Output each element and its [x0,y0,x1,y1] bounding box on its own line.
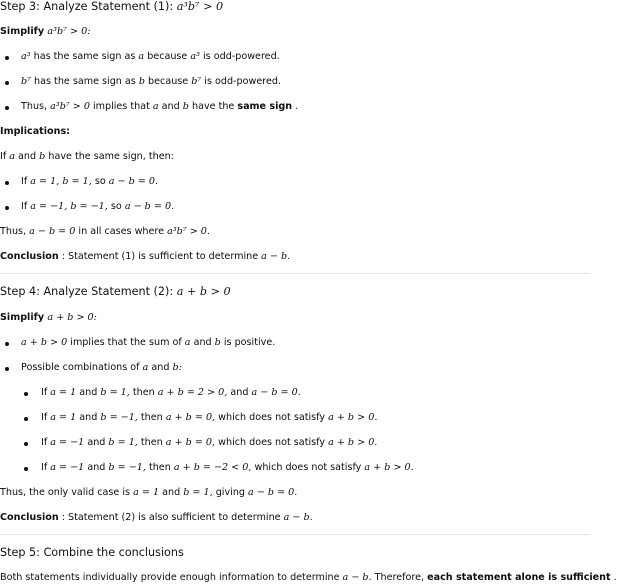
math: b⁷ [191,76,202,87]
bullet [24,467,28,471]
text: Thus, [21,101,51,112]
step5-heading: Step 5: Combine the conclusions [0,546,184,559]
text: then [129,387,158,398]
simplify-math: a + b > 0: [47,312,97,323]
text: and [76,387,101,398]
text: then [145,462,174,473]
step4-title: Step 4: Analyze Statement (2): [0,285,177,298]
math: a − b = 0. [248,487,298,498]
math: a³b⁷ > 0. [167,226,210,237]
text: and [148,362,173,373]
text: and [15,151,40,162]
math: a + b = 2 > 0, [157,387,228,398]
text: then [137,437,166,448]
text: If [41,437,51,448]
text: Possible combinations of [21,362,143,373]
text: have the same sign, then: [45,151,174,162]
text: Thus, [0,226,30,237]
math: a = 1 [133,487,160,498]
text: . [610,572,617,583]
math: a = 1 [50,387,77,398]
step3-if-line [0,150,174,164]
simplify-label: Simplify [0,312,48,323]
step3-title-math: a³b⁷ > 0 [176,0,224,13]
math: a = 1 [50,412,77,423]
math: a³b⁷ > 0 [50,101,90,112]
math: b = 1, [100,387,130,398]
math: b⁷ [21,76,31,87]
text: so [107,201,125,212]
math: a + b > 0. [328,412,378,423]
math: b = −1, [100,412,138,423]
math: a [184,337,191,348]
text: because [144,51,191,62]
math: a + b = 0, [165,412,216,423]
bullet [5,206,9,210]
text: If [41,462,51,473]
bullet [24,442,28,446]
math: b [214,337,221,348]
bold-text: same sign [237,101,293,112]
simplify-math: a³b⁷ > 0: [47,26,91,37]
math: a [142,362,149,373]
math: a³ [190,51,200,62]
text: is odd-powered. [201,76,281,87]
text: because [145,76,192,87]
text: giving [212,487,249,498]
text: If [0,151,10,162]
math: a + b > 0. [328,437,378,448]
step3-bullet-1 [21,50,280,64]
math: a = −1, b = −1, [30,201,108,212]
step4-simplify [0,311,97,325]
math: a [138,51,145,62]
math: a = 1, b = 1, [30,176,92,187]
text: which does not satisfy [251,462,365,473]
text: in all cases where [75,226,168,237]
step4-conclusion [0,511,313,525]
step3-case-2 [21,200,174,214]
text: . [292,101,299,112]
step3-heading [0,0,223,14]
math: a − b = 0. [108,176,159,187]
section-divider [0,273,590,274]
text: then [137,412,166,423]
text: Both statements individually provide enough information to determine [0,572,343,583]
math: a − b. [261,251,291,262]
text: which does not satisfy [215,437,329,448]
text: If [21,176,31,187]
step4-bullet-2 [21,361,182,375]
math: a − b = 0 [29,226,76,237]
math: b = 1, [108,437,138,448]
math: a − b. [342,572,372,583]
text: have the [188,101,238,112]
simplify-label: Simplify [0,26,48,37]
math: a − b = 0. [251,387,301,398]
math: b = −1, [108,462,146,473]
math: b = 1, [183,487,213,498]
step4-combo-1 [41,386,301,400]
bullet [5,181,9,185]
text: so [91,176,109,187]
step4-combo-3 [41,436,377,450]
text: : Statement (2) is also sufficient to determine [58,512,284,523]
text: and [84,437,109,448]
bold-text: each statement alone is sufficient [427,572,611,583]
bullet [24,417,28,421]
step4-heading [0,285,231,299]
bullet [24,392,28,396]
bullet [5,56,9,60]
text: Thus, the only valid case is [0,487,134,498]
math: a [9,151,15,162]
text: Therefore, [371,572,428,583]
text: If [41,412,51,423]
text: implies that [89,101,153,112]
text: and [190,337,215,348]
math: a + b > 0. [364,462,414,473]
conclusion-label: Conclusion [0,512,59,523]
step4-bullet-1 [21,336,275,350]
step4-combo-2 [41,411,377,425]
step3-simplify [0,25,90,39]
math: b [182,101,189,112]
text: has the same sign as [30,51,139,62]
implications-label: Implications: [0,126,71,137]
step3-thus [0,225,210,239]
text: and [76,412,101,423]
math: a + b = 0, [165,437,216,448]
text: and [227,387,252,398]
bullet [5,342,9,346]
text: and [158,101,183,112]
step4-combo-4 [41,461,414,475]
text: and [159,487,184,498]
step3-bullet-3 [21,100,298,114]
text: and [84,462,109,473]
text: has the same sign as [31,76,139,87]
text: If [41,387,51,398]
step3-conclusion [0,250,290,264]
step4-title-math: a + b > 0 [176,285,231,298]
bullet [5,106,9,110]
text: implies that the sum of [67,337,185,348]
step3-case-1 [21,175,158,189]
math: a³ [21,51,31,62]
text: : Statement (1) is sufficient to determine [58,251,262,262]
step3-bullet-2 [21,75,281,89]
math: b [138,76,145,87]
math: a [152,101,159,112]
math: a − b. [283,512,313,523]
text: If [21,201,31,212]
math: a + b > 0 [21,337,68,348]
step3-title: Step 3: Analyze Statement (1): [0,0,177,13]
math: a + b = −2 < 0, [173,462,252,473]
text: is odd-powered. [199,51,280,62]
conclusion-label: Conclusion [0,251,59,262]
math: b [39,151,46,162]
math: a − b = 0. [124,201,175,212]
section-divider [0,534,590,535]
math: b: [172,362,182,373]
text: which does not satisfy [215,412,329,423]
bullet [5,81,9,85]
step5-body [0,571,617,585]
text: is positive. [220,337,276,348]
step4-thus [0,486,297,500]
bullet [5,367,9,371]
math: a = −1 [50,437,85,448]
math: a = −1 [50,462,85,473]
